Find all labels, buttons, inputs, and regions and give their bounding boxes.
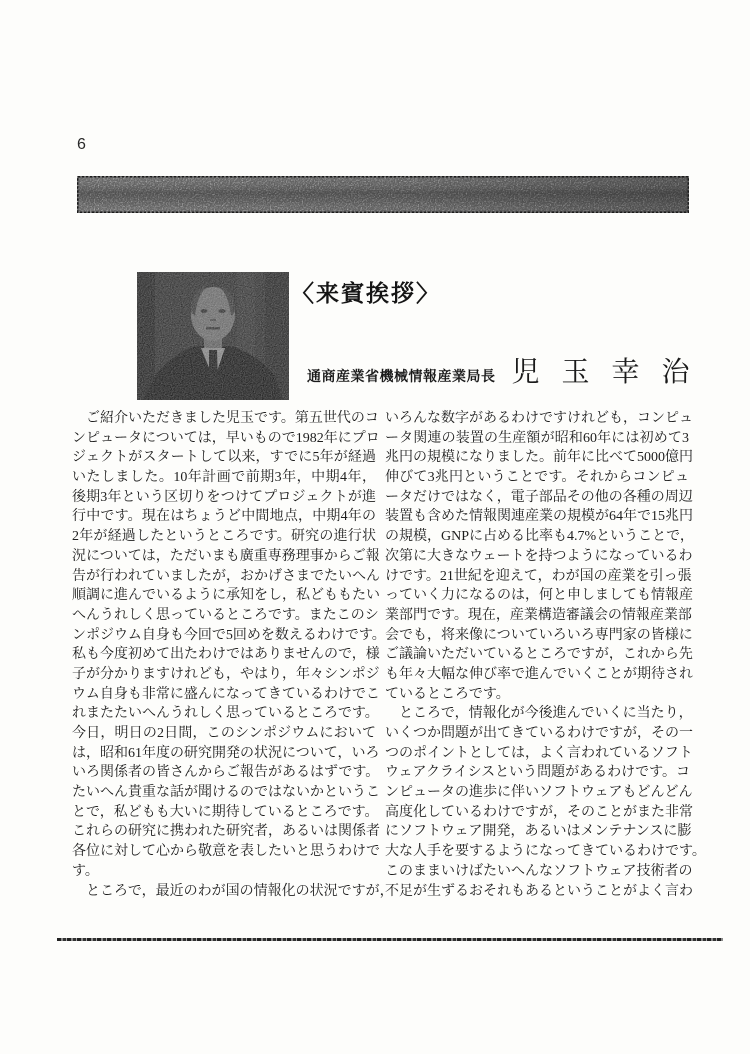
text-column-right — [385, 409, 706, 901]
speaker-title: 通商産業省機械情報産業局長 — [307, 368, 496, 384]
text-line: ご紹介いただきました児玉です。第五世代のコ — [72, 411, 379, 426]
portrait-image — [137, 272, 289, 400]
text-line: れまたたいへんうれしく思っているところです。 — [72, 706, 379, 722]
text-line: 況については，ただいまも廣重専務理事からご報 — [72, 548, 380, 564]
text-line: ところで，情報化が今後進んでいくに当たり， — [385, 706, 693, 722]
text-line: 大な人手を要するようになってきているわけです。 — [385, 844, 706, 860]
text-line: いたしました。10年計画で前期3年，中期4年， — [72, 470, 376, 486]
text-line: ータ関連の装置の生産額が昭和60年には初めて3 — [385, 430, 689, 446]
text-line: 装置も含めた情報関連産業の規模が64年で15兆円 — [385, 509, 693, 525]
banner-texture-image — [77, 176, 689, 213]
text-line: ジェクトがスタートして以来，すでに5年が経過 — [72, 450, 376, 466]
text-line: このままいけばたいへんなソフトウェア技術者の — [385, 863, 693, 879]
text-line: ウェアクライシスという問題があるわけです。コ — [385, 765, 691, 781]
text-line: たいへん貴重な話が聞けるのではないかというこ — [72, 785, 380, 801]
text-line: は，昭和61年度の研究開発の状況について，いろ — [72, 745, 380, 761]
speaker-byline — [307, 348, 696, 390]
text-line: ているところです。 — [385, 686, 510, 702]
text-line: っていく力になるのは，何と申しましても情報産 — [385, 588, 693, 604]
text-line: いくつか問題が出てきているわけですが，その一 — [385, 726, 693, 741]
text-line: 行中です。現在はちょうど中間地点，中期4年の — [72, 509, 376, 525]
text-line: ンピュータの進歩に伴いソフトウェアもどんどん — [385, 785, 693, 801]
speaker-photo — [137, 272, 289, 400]
text-column-left — [72, 409, 394, 901]
text-line: ンポジウム自身も今回で5回めを数えるわけです。 — [72, 627, 386, 643]
text-line: の規模，GNPに占める比率も4.7%ということで， — [385, 529, 694, 545]
body-text — [72, 409, 706, 901]
text-line: ご議論いただいているところですが，これから先 — [385, 647, 693, 663]
text-line: これらの研究に携われた研究者，あるいは関係者 — [72, 824, 380, 840]
text-line: 高度化しているわけですが，そのことがまた非常 — [385, 804, 693, 820]
text-line: つのポイントとしては，よく言われているソフト — [385, 745, 693, 761]
header-banner — [77, 176, 689, 213]
bottom-rule — [57, 938, 723, 941]
section-title: 〈来賓挨拶〉 — [291, 280, 441, 306]
text-line: へんうれしく思っているところです。またこのシ — [72, 607, 379, 623]
text-line: ところで，最近のわが国の情報化の状況ですが， — [72, 883, 394, 899]
text-line: いろ関係者の皆さんからご報告があるはずです。 — [72, 765, 380, 781]
text-line: 伸びて3兆円ということです。それからコンピュ — [385, 470, 689, 486]
text-line: 会でも，将来像についていろいろ専門家の皆様に — [385, 627, 693, 643]
text-line: 順調に進んでいるように承知をし，私どももたい — [72, 588, 380, 604]
text-line: 各位に対して心から敬意を表したいと思うわけで — [72, 844, 380, 860]
text-line: 私も今度初めて出たわけではありませんので，様 — [72, 647, 380, 663]
text-line: 後期3年という区切りをつけてプロジェクトが進 — [72, 489, 376, 505]
text-line: も年々大幅な伸び率で進んでいくことが期待され — [385, 666, 693, 682]
text-line: ンピュータについては，早いもので1982年にプロ — [72, 430, 380, 446]
text-line: 次第に大きなウェートを持つようになっているわ — [385, 548, 693, 564]
text-line: とで，私どもも大いに期待しているところです。 — [72, 804, 379, 820]
text-line: 不足が生ずるおそれもあるということがよく言わ — [385, 883, 693, 899]
text-line: 業部門です。現在，産業構造審議会の情報産業部 — [385, 607, 692, 623]
text-line: けです。21世紀を迎えて，わが国の産業を引っ張 — [385, 568, 692, 584]
text-line: 告が行われていましたが，おかげさまでたいへん — [72, 568, 380, 584]
text-line: す。 — [72, 863, 99, 879]
text-line: にソフトウェア開発，あるいはメンテナンスに膨 — [385, 824, 692, 840]
text-line: 2年が経過したというところです。研究の進行状 — [72, 529, 376, 545]
text-line: いろんな数字があるわけですけれども，コンピュ — [385, 411, 693, 426]
speaker-name: 児 玉 幸 治 — [511, 357, 696, 388]
text-line: ウム自身も非常に盛んになってきているわけでこ — [72, 686, 380, 702]
text-line: ータだけではなく，電子部品その他の各種の周辺 — [385, 489, 693, 505]
text-line: 子が分かりますけれども，やはり，年々シンポジ — [72, 666, 380, 682]
page-number: 6 — [77, 136, 86, 153]
text-line: 今日，明日の2日間，このシンポジウムにおいて — [72, 726, 376, 741]
text-line: 兆円の規模になりました。前年に比べて5000億円 — [385, 450, 693, 466]
